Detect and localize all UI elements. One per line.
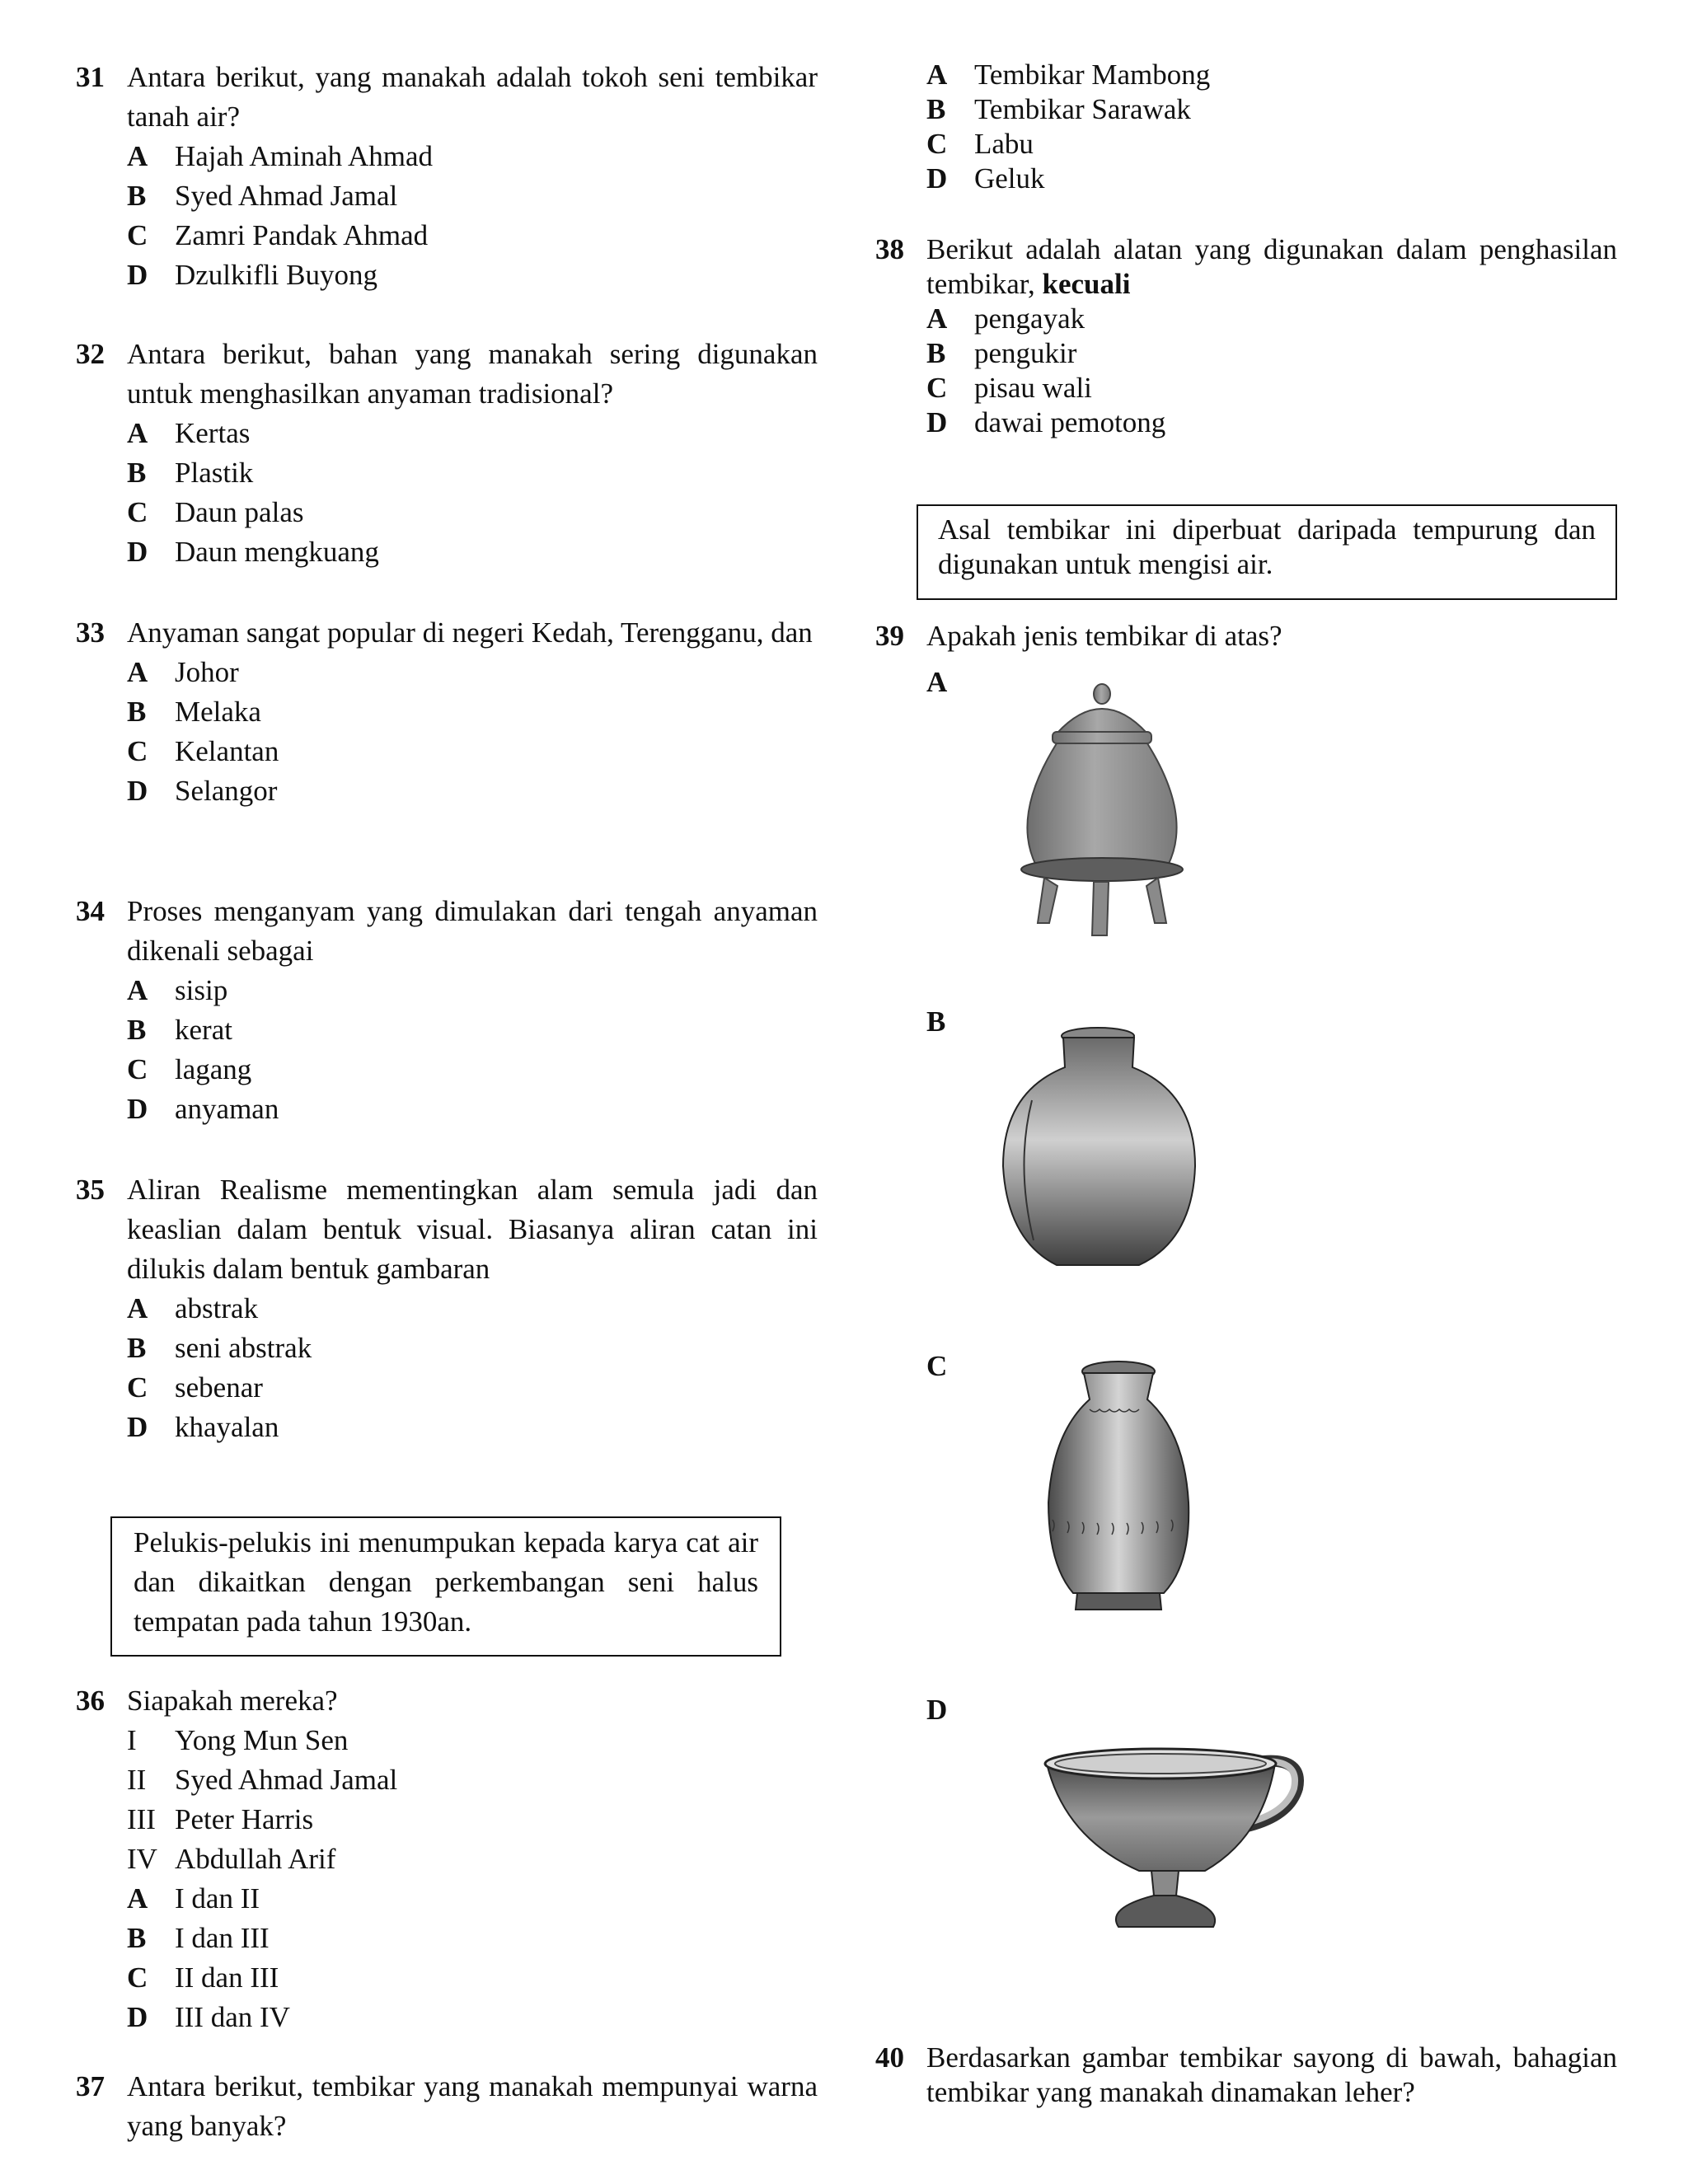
option-c[interactable]: C pisau wali <box>926 372 1092 404</box>
vase-pot-icon[interactable] <box>1044 1358 1193 1622</box>
option-a-label[interactable]: A <box>926 666 948 698</box>
options-list <box>127 414 818 572</box>
stimulus-text: Asal tembikar ini diperbuat daripada tempurung dan digunakan untuk mengisi air. <box>938 513 1596 580</box>
option-d[interactable]: D dawai pemotong <box>926 406 1166 438</box>
option-a[interactable]: A Kertas <box>127 417 251 449</box>
lidded-pot-icon[interactable] <box>1020 676 1184 948</box>
option-b[interactable]: B kerat <box>127 1014 232 1046</box>
option-b[interactable]: B Melaka <box>127 696 261 728</box>
option-c[interactable]: C Daun palas <box>127 496 304 528</box>
question-number: 35 <box>76 1174 105 1206</box>
stimulus-box-39 <box>917 504 1617 600</box>
handled-cup-icon[interactable] <box>1040 1739 1312 1937</box>
option-b[interactable]: B I dan III <box>127 1922 270 1954</box>
options-list <box>127 1879 818 2037</box>
question-text: Aliran Realisme mementingkan alam semula jadi dan keaslian dalam bentuk visual. Biasanya aliran catan ini dilukis dalam bentuk gambaran <box>127 1174 818 1285</box>
question-39 <box>875 616 1617 656</box>
question-31 <box>76 58 818 295</box>
question-38 <box>875 232 1617 440</box>
keyword-kecuali: kecuali <box>1042 268 1131 300</box>
option-c[interactable]: C II dan III <box>127 1961 279 1994</box>
option-c[interactable]: C Labu <box>926 128 1034 160</box>
question-number: 40 <box>875 2041 904 2074</box>
option-d[interactable]: D III dan IV <box>127 2001 290 2033</box>
options-list <box>127 971 818 1129</box>
question-number: 37 <box>76 2070 105 2102</box>
option-b-label[interactable]: B <box>926 1005 946 1038</box>
round-pot-icon[interactable] <box>999 1026 1197 1273</box>
option-d[interactable]: D anyaman <box>127 1093 279 1125</box>
question-number: 39 <box>875 620 904 652</box>
question-number: 32 <box>76 338 105 370</box>
stimulus-box-36 <box>110 1516 781 1657</box>
question-number: 31 <box>76 61 105 93</box>
option-b[interactable]: B seni abstrak <box>127 1332 312 1364</box>
question-37 <box>76 2067 818 2146</box>
options-list <box>127 137 818 295</box>
question-number: 36 <box>76 1685 105 1717</box>
question-text: Antara berikut, yang manakah adalah tokoh seni tembikar tanah air? <box>127 61 818 133</box>
question-text: Berikut adalah alatan yang digunakan dalam penghasilan tembikar, kecuali <box>926 233 1617 300</box>
option-d-label[interactable]: D <box>926 1694 948 1726</box>
option-a[interactable]: A Tembikar Mambong <box>926 59 1211 91</box>
options-list <box>926 302 1617 440</box>
question-36 <box>76 1681 818 2037</box>
question-text: Apakah jenis tembikar di atas? <box>926 620 1282 652</box>
statement-iii: III Peter Harris <box>127 1803 314 1835</box>
question-text: Anyaman sangat popular di negeri Kedah, Terengganu, dan <box>127 616 813 649</box>
question-32 <box>76 335 818 572</box>
options-list <box>926 58 1617 196</box>
option-a[interactable]: A I dan II <box>127 1882 260 1915</box>
question-text: Antara berikut, bahan yang manakah sering digunakan untuk menghasilkan anyaman tradisional? <box>127 338 818 410</box>
option-b[interactable]: B Syed Ahmad Jamal <box>127 180 398 212</box>
question-number: 34 <box>76 895 105 927</box>
options-list <box>127 653 818 811</box>
question-text: Proses menganyam yang dimulakan dari tengah anyaman dikenali sebagai <box>127 895 818 967</box>
question-text: Siapakah mereka? <box>127 1685 338 1717</box>
question-35 <box>76 1170 818 1447</box>
option-a[interactable]: A Hajah Aminah Ahmad <box>127 140 434 172</box>
option-d[interactable]: D Dzulkifli Buyong <box>127 259 377 291</box>
option-b[interactable]: B Tembikar Sarawak <box>926 93 1191 125</box>
option-b[interactable]: B Plastik <box>127 457 254 489</box>
statement-i: I Yong Mun Sen <box>127 1724 349 1756</box>
option-a[interactable]: A pengayak <box>926 302 1085 335</box>
statements-list <box>127 1721 818 1879</box>
option-d[interactable]: D khayalan <box>127 1411 279 1443</box>
option-a[interactable]: A abstrak <box>127 1292 259 1324</box>
option-b[interactable]: B pengukir <box>926 337 1077 369</box>
stimulus-text: Pelukis-pelukis ini menumpukan kepada karya cat air dan dikaitkan dengan perkembangan seni halus tempatan pada tahun 1930an. <box>134 1526 758 1638</box>
statement-iv: IV Abdullah Arif <box>127 1843 336 1875</box>
question-number: 33 <box>76 616 105 649</box>
question-33 <box>76 613 818 811</box>
statement-ii: II Syed Ahmad Jamal <box>127 1764 398 1796</box>
question-40 <box>875 2041 1617 2110</box>
option-c[interactable]: C lagang <box>127 1053 252 1085</box>
option-c[interactable]: C Zamri Pandak Ahmad <box>127 219 429 251</box>
question-34 <box>76 892 818 1129</box>
option-a[interactable]: A Johor <box>127 656 239 688</box>
question-text: Berdasarkan gambar tembikar sayong di bawah, bahagian tembikar yang manakah dinamakan leher? <box>926 2041 1617 2108</box>
option-c-label[interactable]: C <box>926 1350 948 1382</box>
option-d[interactable]: D Daun mengkuang <box>127 536 379 568</box>
question-text: Antara berikut, tembikar yang manakah mempunyai warna yang banyak? <box>127 2070 818 2142</box>
options-list <box>127 1289 818 1447</box>
option-c[interactable]: C Kelantan <box>127 735 279 767</box>
question-number: 38 <box>875 233 904 265</box>
option-c[interactable]: C sebenar <box>127 1371 263 1404</box>
question-37-options <box>875 58 1617 196</box>
option-d[interactable]: D Geluk <box>926 162 1045 194</box>
option-a[interactable]: A sisip <box>127 974 228 1006</box>
option-d[interactable]: D Selangor <box>127 775 278 807</box>
